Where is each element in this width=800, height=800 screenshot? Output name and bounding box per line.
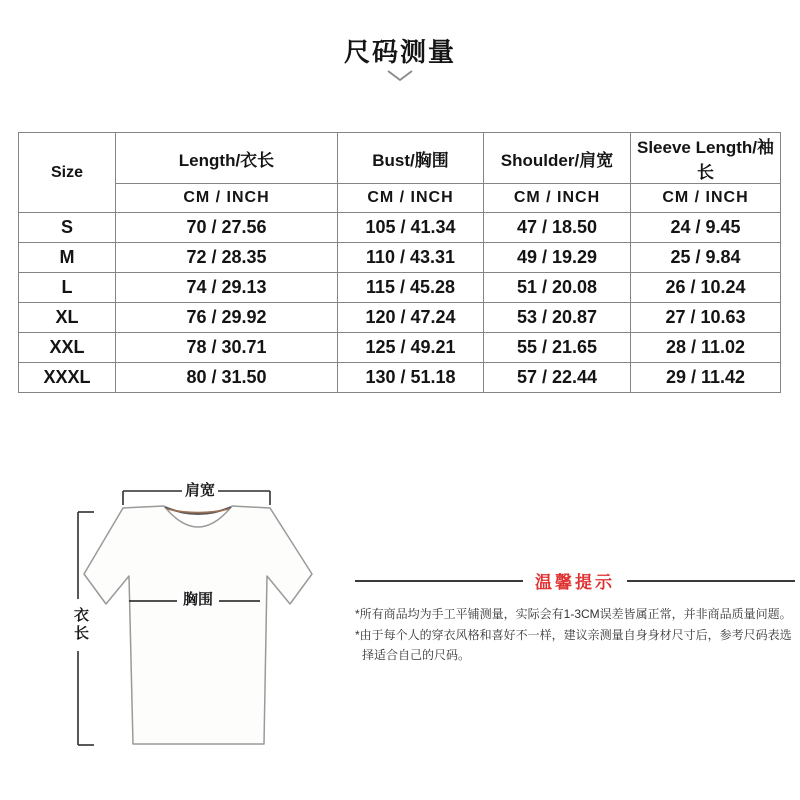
column-header-size: Size (19, 133, 116, 213)
table-header (19, 133, 781, 213)
unit-header-sleeve: CM / INCH (631, 184, 781, 213)
size-cell: XL (19, 303, 116, 333)
size-cell: XXXL (19, 363, 116, 393)
sleeve-cell: 24 / 9.45 (631, 213, 781, 243)
table-row (19, 213, 781, 243)
table-row (19, 363, 781, 393)
size-cell: S (19, 213, 116, 243)
garment-length-label: 衣长 (66, 601, 88, 649)
length-cell: 80 / 31.50 (116, 363, 338, 393)
bust-cell: 120 / 47.24 (338, 303, 484, 333)
tips-right-rule (627, 580, 795, 582)
size-cell: XXL (19, 333, 116, 363)
sleeve-cell: 27 / 10.63 (631, 303, 781, 333)
length-cell: 76 / 29.92 (116, 303, 338, 333)
shoulder-cell: 57 / 22.44 (484, 363, 631, 393)
sleeve-cell: 28 / 11.02 (631, 333, 781, 363)
shoulder-cell: 53 / 20.87 (484, 303, 631, 333)
bust-cell: 115 / 45.28 (338, 273, 484, 303)
bust-cell: 130 / 51.18 (338, 363, 484, 393)
warm-tips-section (355, 568, 795, 666)
unit-header-shoulder: CM / INCH (484, 184, 631, 213)
bust-cell: 125 / 49.21 (338, 333, 484, 363)
shoulder-cell: 49 / 19.29 (484, 243, 631, 273)
size-cell: M (19, 243, 116, 273)
sleeve-cell: 26 / 10.24 (631, 273, 781, 303)
table-row (19, 243, 781, 273)
tip-line: *由于每个人的穿衣风格和喜好不一样，建议亲测量自身身材尺寸后，参考尺码表选择适合自己的尺码。 (355, 627, 792, 663)
bust-cell: 105 / 41.34 (338, 213, 484, 243)
tips-left-rule (355, 580, 523, 582)
size-measurement-table (18, 132, 781, 393)
length-cell: 78 / 30.71 (116, 333, 338, 363)
warm-tips-header (355, 568, 795, 593)
column-header-bust: Bust/胸围 (338, 133, 484, 184)
length-cell: 74 / 29.13 (116, 273, 338, 303)
column-header-shoulder: Shoulder/肩宽 (484, 133, 631, 184)
table-row (19, 333, 781, 363)
page-title: 尺码测量 (343, 37, 456, 67)
shoulder-cell: 55 / 21.65 (484, 333, 631, 363)
sleeve-cell: 25 / 9.84 (631, 243, 781, 273)
shoulder-cell: 51 / 20.08 (484, 273, 631, 303)
column-header-sleeve: Sleeve Length/袖长 (631, 133, 781, 184)
table-row (19, 273, 781, 303)
shoulder-cell: 47 / 18.50 (484, 213, 631, 243)
length-cell: 70 / 27.56 (116, 213, 338, 243)
unit-header-length: CM / INCH (116, 184, 338, 213)
table-row (19, 303, 781, 333)
column-header-length: Length/衣长 (116, 133, 338, 184)
sleeve-cell: 29 / 11.42 (631, 363, 781, 393)
unit-header-bust: CM / INCH (338, 184, 484, 213)
bust-cell: 110 / 43.31 (338, 243, 484, 273)
chevron-down-icon (384, 68, 416, 82)
tshirt-outline (84, 506, 312, 744)
warm-tips-body (355, 604, 795, 666)
size-cell: L (19, 273, 116, 303)
bust-label: 胸围 (180, 592, 216, 609)
shoulder-width-label: 肩宽 (184, 482, 215, 499)
tip-line: *所有商品均为手工平铺测量，实际会有1-3CM误差皆属正常，并非商品质量问题。 (355, 607, 792, 621)
length-cell: 72 / 28.35 (116, 243, 338, 273)
warm-tips-title: 温馨提示 (535, 573, 615, 592)
